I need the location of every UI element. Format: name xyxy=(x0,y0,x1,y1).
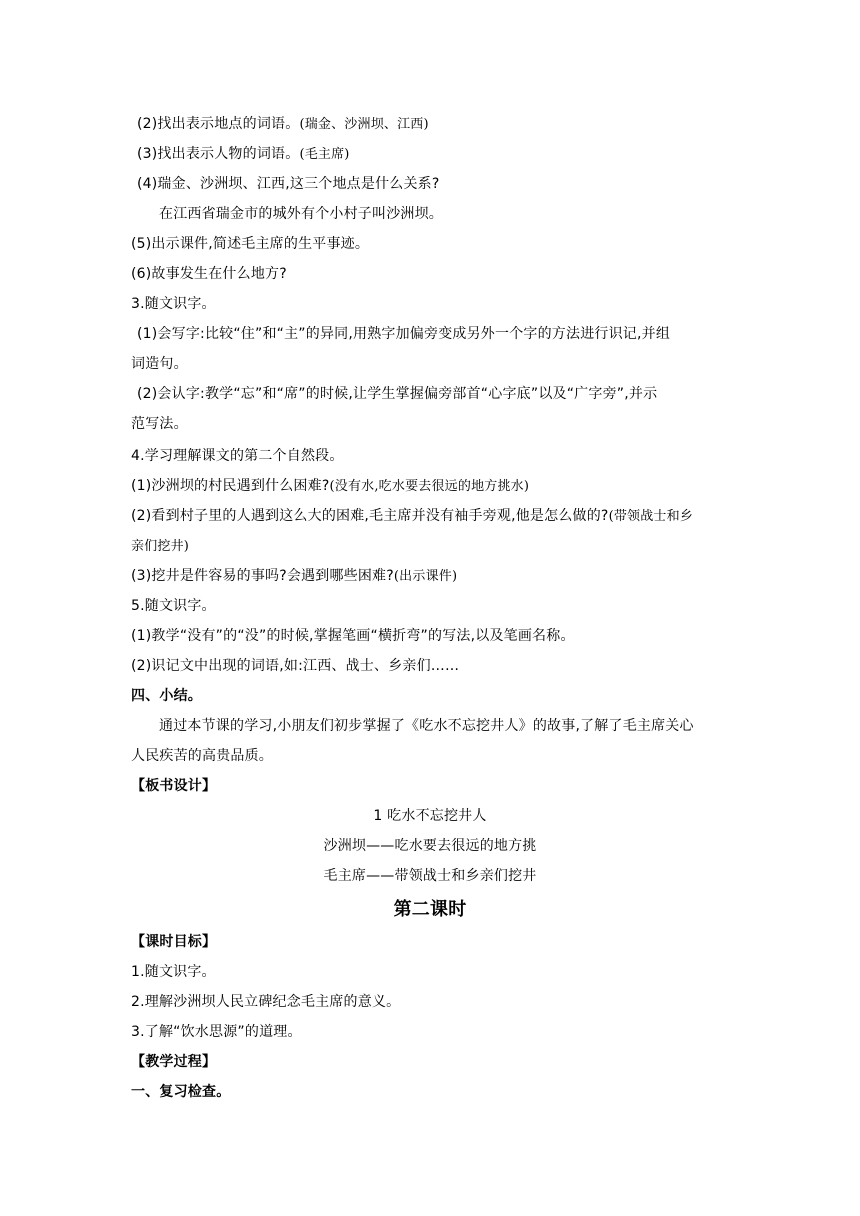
section-heading: 5.随文识字。 xyxy=(131,598,216,614)
text-line: (3)挖井是件容易的事吗?会遇到哪些困难?(出示课件) xyxy=(131,568,458,584)
text-line: (5)出示课件,简述毛主席的生平事迹。 xyxy=(131,236,370,252)
text-line: (3)找出表示人物的词语。(毛主席) xyxy=(137,146,350,162)
board-title: 1 吃水不忘挖井人 xyxy=(373,808,487,824)
board-line: 沙洲坝——吃水要去很远的地方挑 xyxy=(323,838,537,854)
text-line: 3.了解“饮水思源”的道理。 xyxy=(131,1024,302,1040)
text-line: 范写法。 xyxy=(131,416,188,432)
lesson-title: 第二课时 xyxy=(393,899,467,920)
text-line: (2)会认字:教学“忘”和“席”的时候,让学生掌握偏旁部首“心字底”以及“广字旁”,并示 xyxy=(137,386,658,402)
section-heading: 3.随文识字。 xyxy=(131,296,216,312)
section-heading: 四、小结。 xyxy=(131,688,202,704)
text-line: (6)故事发生在什么地方? xyxy=(131,266,287,282)
text-line: 1.随文识字。 xyxy=(131,964,216,980)
text-line: (2)识记文中出现的词语,如:江西、战士、乡亲们…… xyxy=(131,658,460,674)
section-heading: 【课时目标】 xyxy=(131,934,217,950)
text-line: 词造句。 xyxy=(131,356,188,372)
section-heading: 【教学过程】 xyxy=(131,1054,217,1070)
text-line: (2)看到村子里的人遇到这么大的困难,毛主席并没有袖手旁观,他是怎么做的?(带领战士和乡 xyxy=(131,508,694,524)
text-line: (4)瑞金、沙洲坝、江西,这三个地点是什么关系? xyxy=(137,176,440,192)
board-line: 毛主席——带领战士和乡亲们挖井 xyxy=(323,868,537,884)
text-line: 在江西省瑞金市的城外有个小村子叫沙洲坝。 xyxy=(159,206,443,222)
section-heading: 一、复习检查。 xyxy=(131,1084,231,1100)
text-line: 通过本节课的学习,小朋友们初步掌握了《吃水不忘挖井人》的故事,了解了毛主席关心 xyxy=(159,718,694,734)
text-line: 2.理解沙洲坝人民立碑纪念毛主席的意义。 xyxy=(131,994,401,1010)
text-line: (1)会写字:比较“住”和“主”的异同,用熟字加偏旁变成另外一个字的方法进行识记,并组 xyxy=(137,326,671,342)
text-line: (1)沙洲坝的村民遇到什么困难?(没有水,吃水要去很远的地方挑水) xyxy=(131,478,530,494)
section-heading: 【板书设计】 xyxy=(131,778,217,794)
text-line: (1)教学“没有”的“没”的时候,掌握笔画“横折弯”的写法,以及笔画名称。 xyxy=(131,628,575,644)
text-line: 人民疾苦的高贵品质。 xyxy=(131,748,273,764)
section-heading: 4.学习理解课文的第二个自然段。 xyxy=(131,448,344,464)
text-line: (2)找出表示地点的词语。(瑞金、沙洲坝、江西) xyxy=(137,116,429,132)
text-line: 亲们挖井) xyxy=(131,539,190,554)
